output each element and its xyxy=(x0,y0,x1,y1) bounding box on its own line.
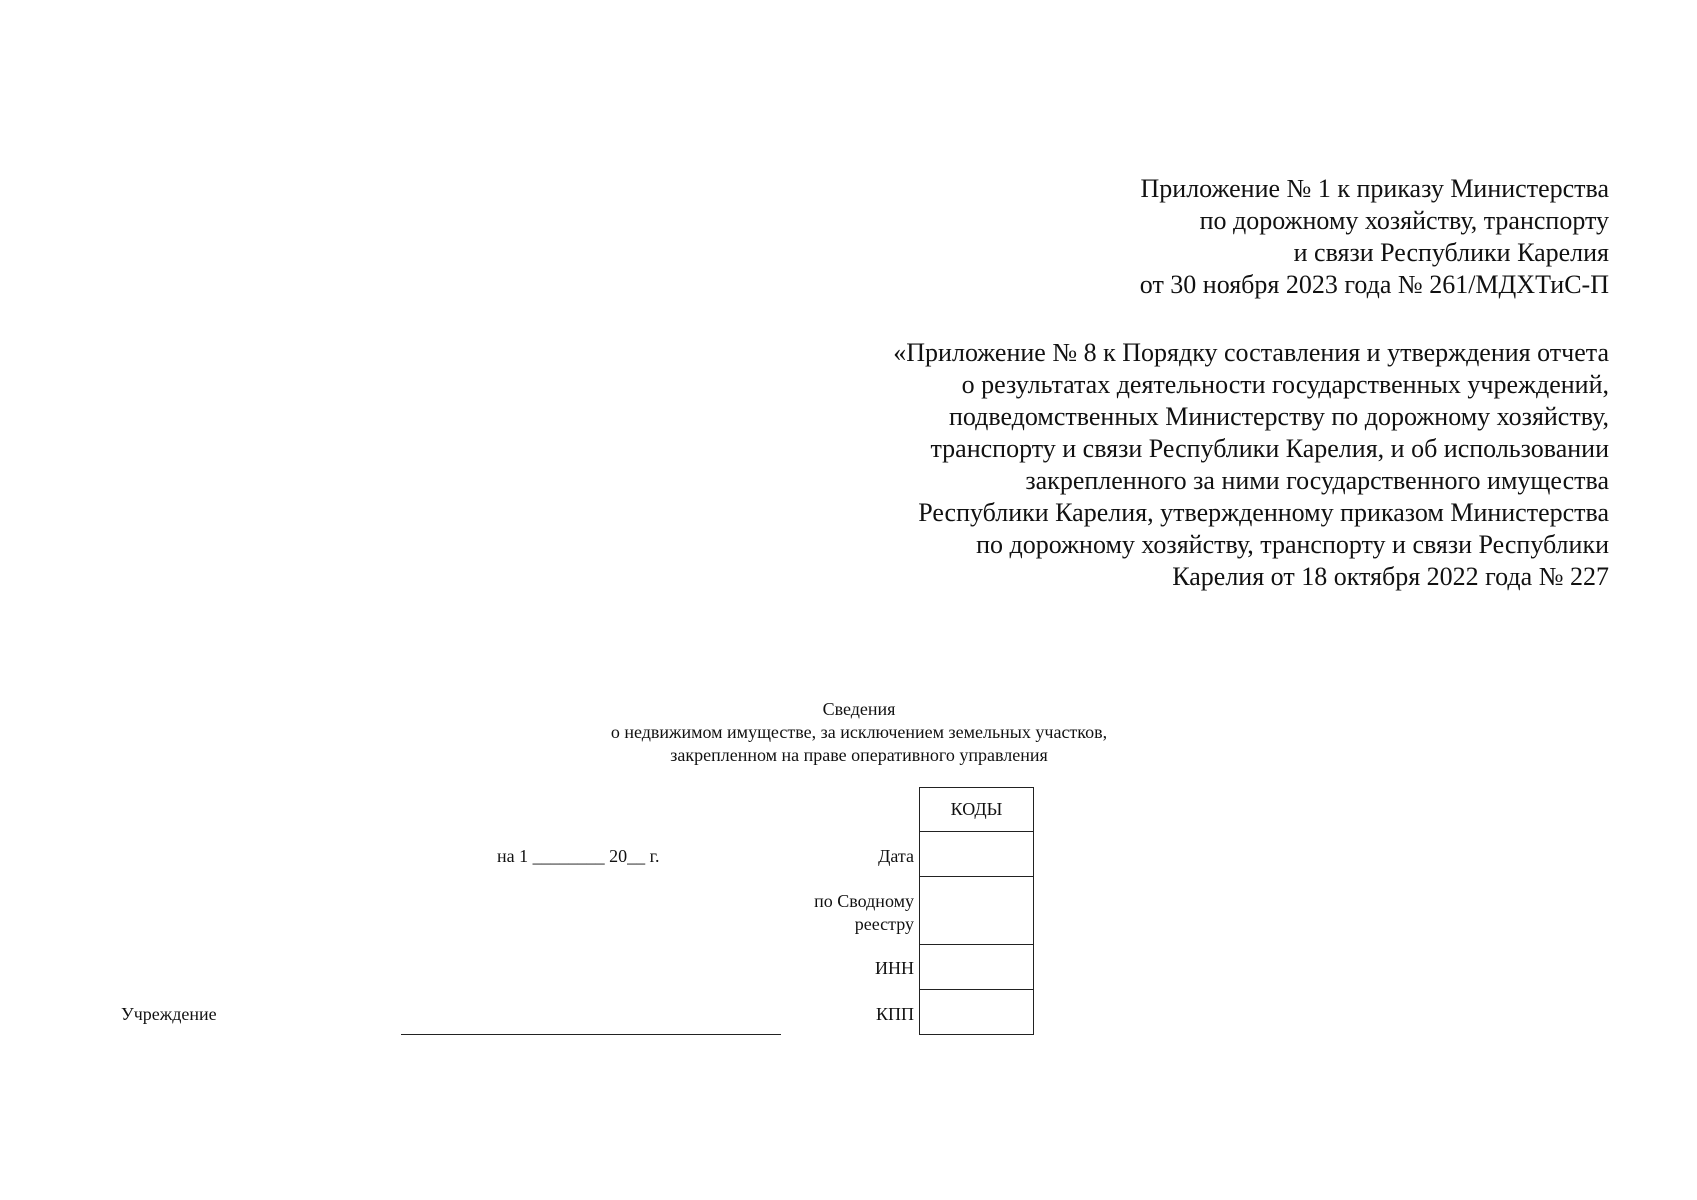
order-header xyxy=(1140,173,1609,301)
form-title-line: о недвижимом имуществе, за исключением земельных участков, xyxy=(610,722,1108,742)
appendix-header-line: по дорожному хозяйству, транспорту и связи Республики xyxy=(976,530,1609,559)
form-title-line: Сведения xyxy=(822,699,896,719)
form-title-line: закрепленном на праве оперативного управления xyxy=(670,745,1048,765)
codes-header-cell: КОДЫ xyxy=(920,788,1034,832)
codes-date-row xyxy=(920,832,1034,877)
codes-reestr-row xyxy=(920,877,1034,945)
appendix-header xyxy=(893,337,1609,593)
kpp-code-cell[interactable] xyxy=(920,990,1034,1035)
order-header-line: по дорожному хозяйству, транспорту xyxy=(1199,206,1609,235)
codes-header-row xyxy=(920,788,1034,832)
reestr-label-line: по Сводному xyxy=(814,891,914,911)
codes-table xyxy=(919,787,1034,1035)
inn-label: ИНН xyxy=(875,958,914,978)
order-header-line: и связи Республики Карелия xyxy=(1293,238,1609,267)
report-date-line: на 1 ________ 20__ г. xyxy=(497,846,660,866)
codes-kpp-row xyxy=(920,990,1034,1035)
order-header-line: Приложение № 1 к приказу Министерства xyxy=(1140,174,1609,203)
date-code-cell[interactable] xyxy=(920,832,1034,877)
appendix-header-line: транспорту и связи Республики Карелия, и об использовании xyxy=(930,434,1609,463)
reestr-label-line: реестру xyxy=(854,914,914,934)
kpp-label: КПП xyxy=(875,1004,914,1024)
reestr-label xyxy=(814,890,914,936)
institution-label: Учреждение xyxy=(121,1004,217,1024)
inn-code-cell[interactable] xyxy=(920,945,1034,990)
order-header-line: от 30 ноября 2023 года № 261/МДХТиС-П xyxy=(1139,270,1609,299)
appendix-header-line: Республики Карелия, утвержденному приказом Министерства xyxy=(918,498,1609,527)
appendix-header-line: подведомственных Министерству по дорожному хозяйству, xyxy=(948,402,1609,431)
institution-input-line[interactable] xyxy=(401,1034,781,1035)
date-label: Дата xyxy=(878,846,914,866)
reestr-code-cell[interactable] xyxy=(920,877,1034,945)
codes-inn-row xyxy=(920,945,1034,990)
appendix-header-line: «Приложение № 8 к Порядку составления и утверждения отчета xyxy=(893,338,1609,367)
appendix-header-line: закрепленного за ними государственного имущества xyxy=(1025,466,1609,495)
appendix-header-line: Карелия от 18 октября 2022 года № 227 xyxy=(1172,562,1609,591)
form-title xyxy=(474,698,1244,767)
appendix-header-line: о результатах деятельности государственных учреждений, xyxy=(961,370,1609,399)
